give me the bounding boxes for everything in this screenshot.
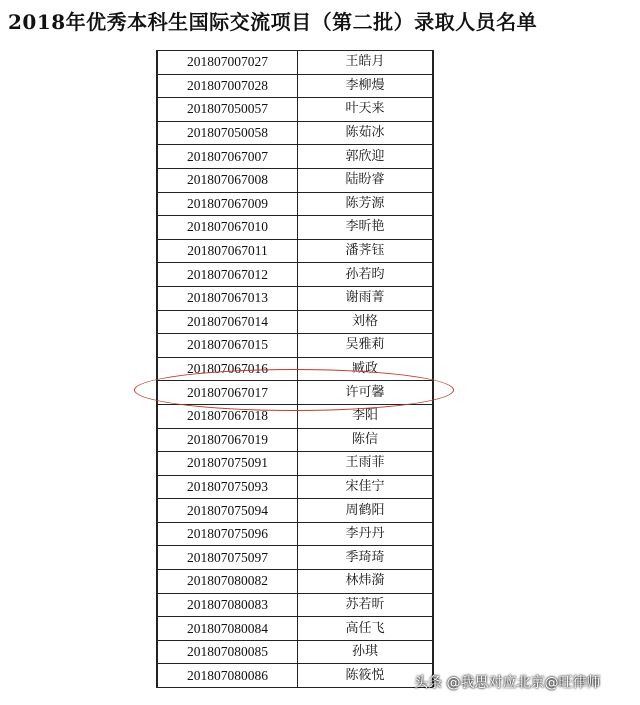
- table-row: [158, 357, 433, 381]
- student-name-cell: 王皓月: [298, 51, 433, 75]
- table-row: [158, 570, 433, 594]
- student-id-cell: 201807075091: [158, 452, 298, 476]
- table-row: [158, 334, 433, 358]
- table-body: [158, 51, 433, 688]
- student-id-cell: 201807080083: [158, 593, 298, 617]
- student-name-cell: 季琦琦: [298, 546, 433, 570]
- table-row: [158, 310, 433, 334]
- student-id-cell: 201807067016: [158, 357, 298, 381]
- student-id-cell: 201807067011: [158, 239, 298, 263]
- student-name-cell: 陆盼睿: [298, 168, 433, 192]
- student-name-cell: 谢雨菁: [298, 286, 433, 310]
- table-row: [158, 121, 433, 145]
- table-row: [158, 452, 433, 476]
- table-row: [158, 475, 433, 499]
- student-id-cell: 201807080085: [158, 640, 298, 664]
- student-id-cell: 201807075097: [158, 546, 298, 570]
- table-row: [158, 74, 433, 98]
- student-id-cell: 201807067008: [158, 168, 298, 192]
- student-name-cell: 林炜漪: [298, 570, 433, 594]
- student-id-cell: 201807067015: [158, 334, 298, 358]
- student-name-cell: 许可馨: [298, 381, 433, 405]
- student-name-cell: 李阳: [298, 404, 433, 428]
- student-id-cell: 201807080086: [158, 664, 298, 688]
- student-id-cell: 201807050058: [158, 121, 298, 145]
- student-id-cell: 201807067012: [158, 263, 298, 287]
- student-id-cell: 201807007028: [158, 74, 298, 98]
- table-row: [158, 98, 433, 122]
- table-row: [158, 168, 433, 192]
- student-name-cell: 高任飞: [298, 617, 433, 641]
- student-id-cell: 201807075096: [158, 522, 298, 546]
- student-id-cell: 201807067017: [158, 381, 298, 405]
- table-row: [158, 145, 433, 169]
- table-row: [158, 546, 433, 570]
- student-name-cell: 郭欣迎: [298, 145, 433, 169]
- student-name-cell: 李昕艳: [298, 216, 433, 240]
- student-name-cell: 吴雅莉: [298, 334, 433, 358]
- student-id-cell: 201807067018: [158, 404, 298, 428]
- table-row: [158, 192, 433, 216]
- student-name-cell: 苏若昕: [298, 593, 433, 617]
- student-id-cell: 201807080082: [158, 570, 298, 594]
- table-row: [158, 664, 433, 688]
- student-name-cell: 宋佳宁: [298, 475, 433, 499]
- student-name-cell: 孙若昀: [298, 263, 433, 287]
- student-id-cell: 201807080084: [158, 617, 298, 641]
- table-row: [158, 522, 433, 546]
- student-name-cell: 叶天来: [298, 98, 433, 122]
- table-row: [158, 640, 433, 664]
- table-row: [158, 239, 433, 263]
- student-name-cell: 李柳熳: [298, 74, 433, 98]
- student-id-cell: 201807067013: [158, 286, 298, 310]
- student-name-cell: 周鹤阳: [298, 499, 433, 523]
- admission-list-table: [156, 50, 434, 688]
- table-row: [158, 404, 433, 428]
- student-name-cell: 陈茹冰: [298, 121, 433, 145]
- student-name-cell: 潘荠钰: [298, 239, 433, 263]
- student-name-cell: 刘格: [298, 310, 433, 334]
- student-id-cell: 201807067014: [158, 310, 298, 334]
- student-id-cell: 201807067009: [158, 192, 298, 216]
- table-row: [158, 499, 433, 523]
- student-name-cell: 臧政: [298, 357, 433, 381]
- student-id-cell: 201807075094: [158, 499, 298, 523]
- student-id-cell: 201807067010: [158, 216, 298, 240]
- watermark: 头条 @我思对应北京@旺律师: [414, 675, 601, 691]
- student-id-cell: 201807007027: [158, 51, 298, 75]
- student-name-cell: 李丹丹: [298, 522, 433, 546]
- table-row: [158, 428, 433, 452]
- student-name-cell: 陈筱悦: [298, 664, 433, 688]
- table-row: [158, 286, 433, 310]
- student-name-cell: 陈信: [298, 428, 433, 452]
- document-title: 2018年优秀本科生国际交流项目（第二批）录取人员名单: [8, 10, 538, 34]
- table-row: [158, 617, 433, 641]
- student-name-cell: 陈芳源: [298, 192, 433, 216]
- student-id-cell: 201807067007: [158, 145, 298, 169]
- student-name-cell: 王雨菲: [298, 452, 433, 476]
- student-id-cell: 201807075093: [158, 475, 298, 499]
- student-name-cell: 孙琪: [298, 640, 433, 664]
- table-row: [158, 51, 433, 75]
- student-id-cell: 201807067019: [158, 428, 298, 452]
- table-row: [158, 381, 433, 405]
- table-row: [158, 263, 433, 287]
- table-row: [158, 593, 433, 617]
- table-row: [158, 216, 433, 240]
- student-id-cell: 201807050057: [158, 98, 298, 122]
